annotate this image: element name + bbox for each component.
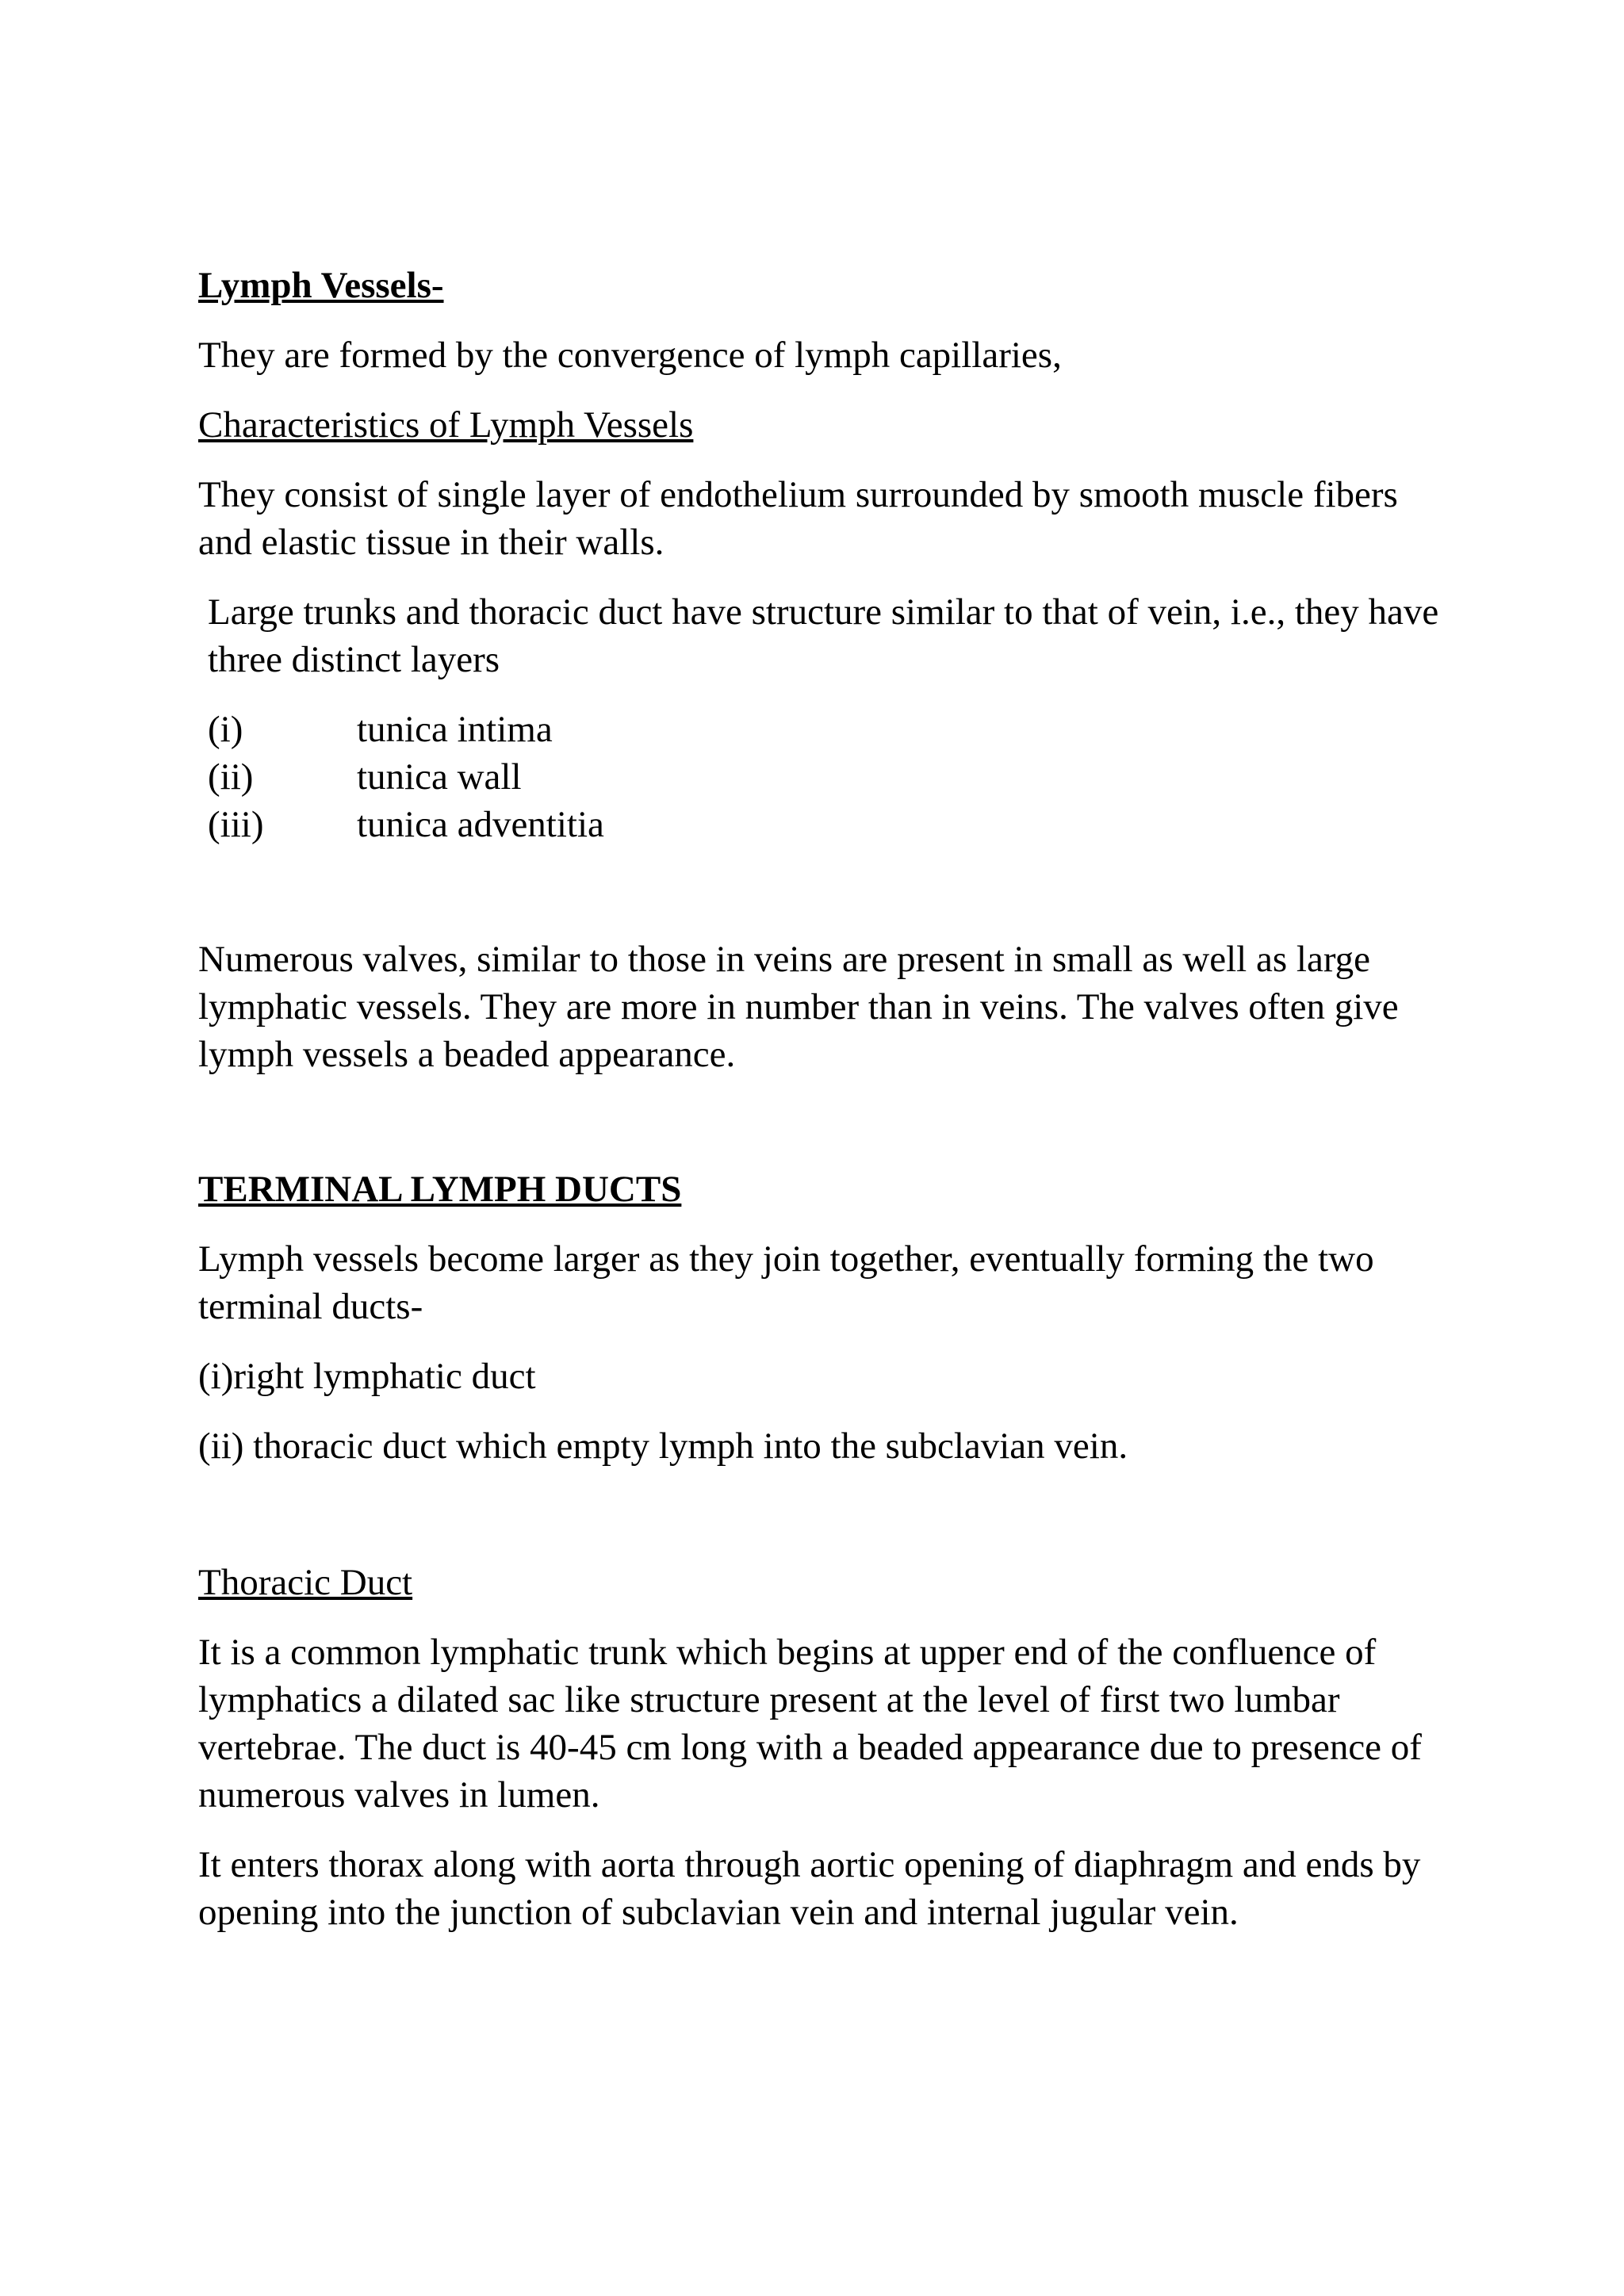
- terminal-duct-item-2: (ii) thoracic duct which empty lymph into the subclavian vein.: [198, 1425, 1128, 1467]
- valves-paragraph: Numerous valves, similar to those in veins are present in small as well as large lymphatic vessels. They are more in number than in veins. The valves often give lymph vessels a beaded appearance.: [198, 939, 1399, 1075]
- lymph-vessels-intro: They are formed by the convergence of lymph capillaries,: [198, 335, 1062, 376]
- thoracic-duct-paragraph-2: It enters thorax along with aorta through aortic opening of diaphragm and ends by opening into the junction of subclavian vein and internal jugular vein.: [198, 1844, 1421, 1933]
- characteristics-subheading: Characteristics of Lymph Vessels: [198, 404, 694, 446]
- list-item: [198, 801, 1451, 848]
- list-item-number: (i): [208, 709, 243, 750]
- characteristics-paragraph-1: They consist of single layer of endothelium surrounded by smooth muscle fibers and elastic tissue in their walls.: [198, 474, 1398, 563]
- layers-list: [198, 706, 1451, 848]
- spacer: [198, 1100, 1451, 1165]
- thoracic-duct-subheading: Thoracic Duct: [198, 1562, 413, 1603]
- list-item: [198, 706, 1451, 753]
- spacer: [198, 1492, 1451, 1559]
- spacer: [198, 848, 1451, 936]
- terminal-lymph-ducts-heading: TERMINAL LYMPH DUCTS: [198, 1169, 682, 1210]
- lymph-vessels-heading: Lymph Vessels-: [198, 265, 444, 306]
- list-item-number: (ii): [208, 756, 254, 798]
- list-item-text: tunica adventitia: [357, 804, 604, 845]
- list-item-number: (iii): [208, 804, 264, 845]
- list-item-text: tunica wall: [357, 756, 522, 798]
- list-item: [198, 753, 1451, 801]
- thoracic-duct-paragraph-1: It is a common lymphatic trunk which begins at upper end of the confluence of lymphatics a dilated sac like structure present at the level of first two lumbar vertebrae. The duct is 40-45 cm long with a beaded appearance due to presence of numerous valves in lumen.: [198, 1632, 1422, 1816]
- document-page: [198, 262, 1451, 1958]
- characteristics-paragraph-2: Large trunks and thoracic duct have structure similar to that of vein, i.e., they have three distinct layers: [208, 591, 1439, 680]
- terminal-ducts-paragraph: Lymph vessels become larger as they join together, eventually forming the two terminal ducts-: [198, 1238, 1374, 1327]
- list-item-text: tunica intima: [357, 709, 553, 750]
- terminal-duct-item-1: (i)right lymphatic duct: [198, 1356, 536, 1397]
